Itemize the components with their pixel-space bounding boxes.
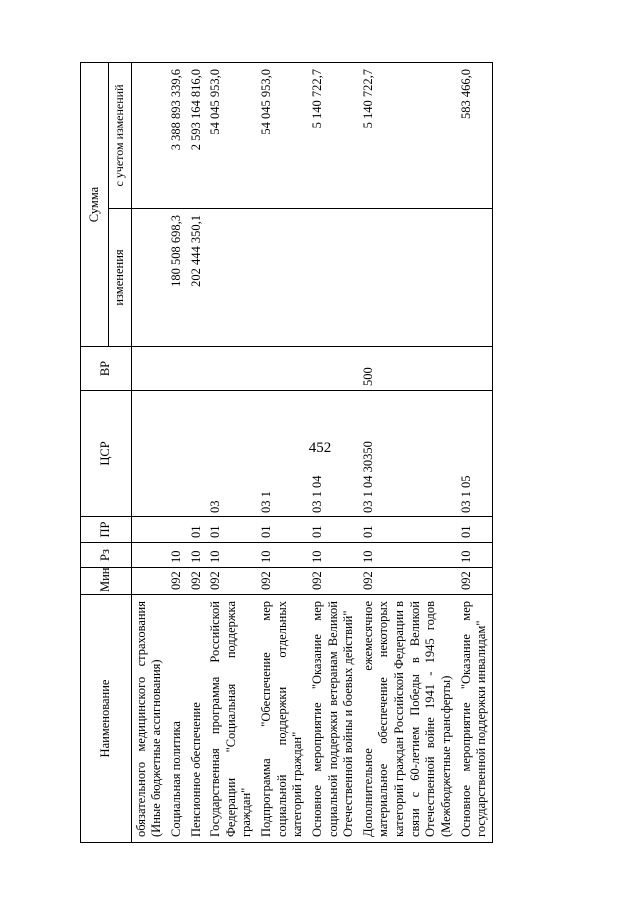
row-min: 092 xyxy=(167,568,187,595)
table-row xyxy=(131,63,167,843)
header-pr: ПР xyxy=(81,517,132,543)
row-csr xyxy=(167,391,187,517)
row-changes xyxy=(359,209,457,347)
row-min xyxy=(131,568,167,595)
row-rz: 10 xyxy=(359,543,457,568)
table-row xyxy=(257,63,308,843)
row-rz: 10 xyxy=(206,543,257,568)
row-vr xyxy=(131,347,167,391)
row-min: 092 xyxy=(257,568,308,595)
row-pr: 01 xyxy=(187,517,207,543)
table-row xyxy=(457,63,493,843)
row-vr xyxy=(187,347,207,391)
header-with-changes: с учетом изменений xyxy=(109,63,132,209)
row-with-changes: 2 593 164 816,0 xyxy=(187,63,207,209)
row-rz: 10 xyxy=(257,543,308,568)
table-row xyxy=(187,63,207,843)
row-rz: 10 xyxy=(187,543,207,568)
row-name: Основное мероприятие "Оказание мер государственной поддержки инвалидам" xyxy=(457,595,493,843)
row-name: Основное мероприятие "Оказание мер социальной поддержки ветеранам Великой Отечественной войны и боевых действий" xyxy=(308,595,359,843)
row-with-changes: 583 466,0 xyxy=(457,63,493,209)
row-pr: 01 xyxy=(257,517,308,543)
row-changes xyxy=(131,209,167,347)
budget-table xyxy=(80,62,493,843)
row-changes: 202 444 350,1 xyxy=(187,209,207,347)
row-min: 092 xyxy=(359,568,457,595)
header-changes: изменения xyxy=(109,209,132,347)
row-pr: 01 xyxy=(359,517,457,543)
row-with-changes: 3 388 893 339,6 xyxy=(167,63,187,209)
row-vr xyxy=(457,347,493,391)
row-rz xyxy=(131,543,167,568)
row-name: Дополнительное ежемесячное материальное обеспечение некоторых категорий граждан Российской Федерации в связи с 60-летием Победы в Великой Отечественной войне 1941 - 1945 годов (Межбюджетные трансферты) xyxy=(359,595,457,843)
row-vr xyxy=(206,347,257,391)
row-rz: 10 xyxy=(167,543,187,568)
row-csr: 03 1 04 xyxy=(308,391,359,517)
table-row xyxy=(359,63,457,843)
row-vr xyxy=(308,347,359,391)
row-changes xyxy=(457,209,493,347)
header-min: Мин xyxy=(81,568,132,595)
row-pr xyxy=(131,517,167,543)
row-csr: 03 1 04 30350 xyxy=(359,391,457,517)
row-vr: 500 xyxy=(359,347,457,391)
row-name: обязательного медицинского страхования (Иные бюджетные ассигнования) xyxy=(131,595,167,843)
header-name: Наименование xyxy=(81,595,132,843)
row-min: 092 xyxy=(187,568,207,595)
row-min: 092 xyxy=(206,568,257,595)
row-rz: 10 xyxy=(308,543,359,568)
header-csr: ЦСР xyxy=(81,391,132,517)
row-name: Социальная политика xyxy=(167,595,187,843)
page-number: 452 xyxy=(308,440,332,456)
row-pr: 01 xyxy=(457,517,493,543)
row-with-changes: 5 140 722,7 xyxy=(359,63,457,209)
row-vr xyxy=(257,347,308,391)
row-rz: 10 xyxy=(457,543,493,568)
row-name: Пенсионное обеспечение xyxy=(187,595,207,843)
row-changes: 180 508 698,3 xyxy=(167,209,187,347)
row-min: 092 xyxy=(457,568,493,595)
header-vr: ВР xyxy=(81,347,132,391)
row-pr: 01 xyxy=(206,517,257,543)
row-with-changes: 5 140 722,7 xyxy=(308,63,359,209)
row-min: 092 xyxy=(308,568,359,595)
row-csr: 03 1 05 xyxy=(457,391,493,517)
row-changes xyxy=(257,209,308,347)
row-csr: 03 1 xyxy=(257,391,308,517)
row-changes xyxy=(308,209,359,347)
header-sum: Сумма xyxy=(81,63,109,347)
table-row xyxy=(206,63,257,843)
header-rz: Рз xyxy=(81,543,132,568)
table-body xyxy=(131,63,492,843)
rotated-table-container xyxy=(80,63,556,843)
row-pr: 01 xyxy=(308,517,359,543)
row-csr: 03 xyxy=(206,391,257,517)
table-row xyxy=(308,63,359,843)
row-changes xyxy=(206,209,257,347)
row-with-changes xyxy=(131,63,167,209)
row-with-changes: 54 045 953,0 xyxy=(206,63,257,209)
table-row xyxy=(167,63,187,843)
row-csr xyxy=(187,391,207,517)
row-pr xyxy=(167,517,187,543)
row-csr xyxy=(131,391,167,517)
row-name: Государственная программа Российской Федерации "Социальная поддержка граждан" xyxy=(206,595,257,843)
row-with-changes: 54 045 953,0 xyxy=(257,63,308,209)
row-name: Подпрограмма "Обеспечение мер социальной поддержки отдельных категорий граждан" xyxy=(257,595,308,843)
row-vr xyxy=(167,347,187,391)
